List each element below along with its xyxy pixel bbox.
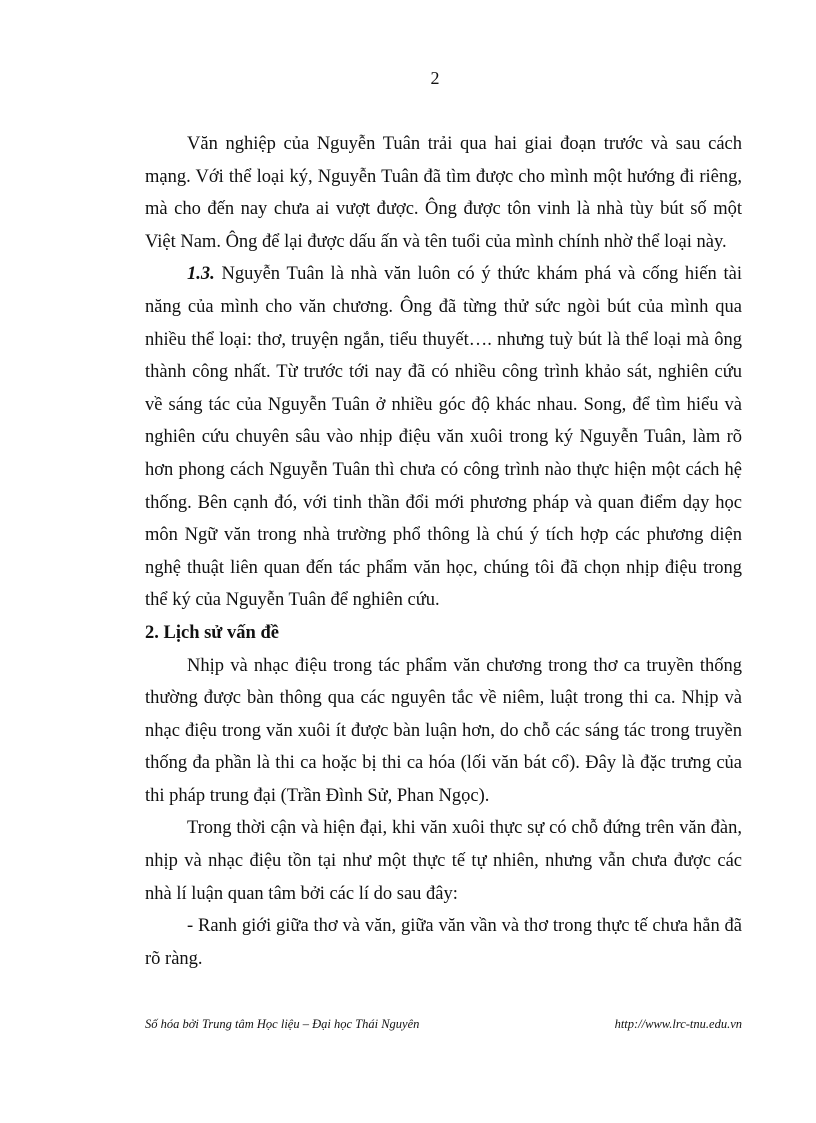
footer-source: Số hóa bởi Trung tâm Học liệu – Đại học Thái Nguyên bbox=[145, 1017, 420, 1031]
page-number: 2 bbox=[430, 68, 440, 88]
paragraph-boundary-bullet: - Ranh giới giữa thơ và văn, giữa văn vần và thơ trong thực tế chưa hẳn đã rõ ràng. bbox=[145, 916, 742, 969]
footer-url: http://www.lrc-tnu.edu.vn bbox=[614, 1017, 742, 1031]
section-heading-history: 2. Lịch sử vấn đề bbox=[145, 622, 279, 643]
paragraph-section-1-3-text: Nguyễn Tuân là nhà văn luôn có ý thức khám phá và cống hiến tài năng của mình cho văn chương. Ông đã từng thử sức ngòi bút của mình qua nhiều thể loại: thơ, truyện ngắn, tiểu thuyết…. nhưng tuỳ bút là thể loại mà ông thành công nhất. Từ trước tới nay đã có nhiều công trình khảo sát, nghiên cứu về sáng tác của Nguyễn Tuân ở nhiều góc độ khác nhau. Song, để tìm hiểu và nghiên cứu chuyên sâu vào nhịp điệu văn xuôi trong ký Nguyễn Tuân, làm rõ hơn phong cách Nguyễn Tuân thì chưa có công trình nào thực hiện một cách hệ thống. Bên cạnh đó, với tinh thần đổi mới phương pháp và quan điểm dạy học môn Ngữ văn trong nhà trường phổ thông là chú ý tích hợp các phương diện nghệ thuật liên quan đến tác phẩm văn học, chúng tôi đã chọn nhịp điệu trong thể ký của Nguyễn Tuân để nghiên cứu. bbox=[145, 264, 742, 611]
paragraph-modern-period: Trong thời cận và hiện đại, khi văn xuôi thực sự có chỗ đứng trên văn đàn, nhịp và nhạc điệu tồn tại như một thực tế tự nhiên, nhưng vẫn chưa được các nhà lí luận quan tâm bởi các lí do sau đây: bbox=[145, 818, 742, 904]
paragraph-section-1-3 bbox=[145, 258, 742, 617]
paragraph-rhythm-tradition: Nhịp và nhạc điệu trong tác phẩm văn chương trong thơ ca truyền thống thường được bàn thông qua các nguyên tắc về niêm, luật trong thi ca. Nhịp và nhạc điệu trong văn xuôi ít được bàn luận hơn, do chỗ các sáng tác trong truyền thống đa phần là thi ca hoặc bị thi ca hóa (lối văn bát cổ). Đây là đặc trưng của thi pháp trung đại (Trần Đình Sử, Phan Ngọc). bbox=[145, 655, 742, 806]
page-footer bbox=[145, 1017, 742, 1032]
paragraph-career: Văn nghiệp của Nguyễn Tuân trải qua hai giai đoạn trước và sau cách mạng. Với thể loại ký, Nguyễn Tuân đã tìm được cho mình một hướng đi riêng, mà cho đến nay chưa ai vượt được. Ông được tôn vinh là nhà tùy bút số một Việt Nam. Ông để lại được dấu ấn và tên tuổi của mình chính nhờ thể loại này. bbox=[145, 134, 742, 252]
document-body bbox=[145, 128, 742, 975]
section-number-1-3: 1.3. bbox=[187, 264, 215, 285]
